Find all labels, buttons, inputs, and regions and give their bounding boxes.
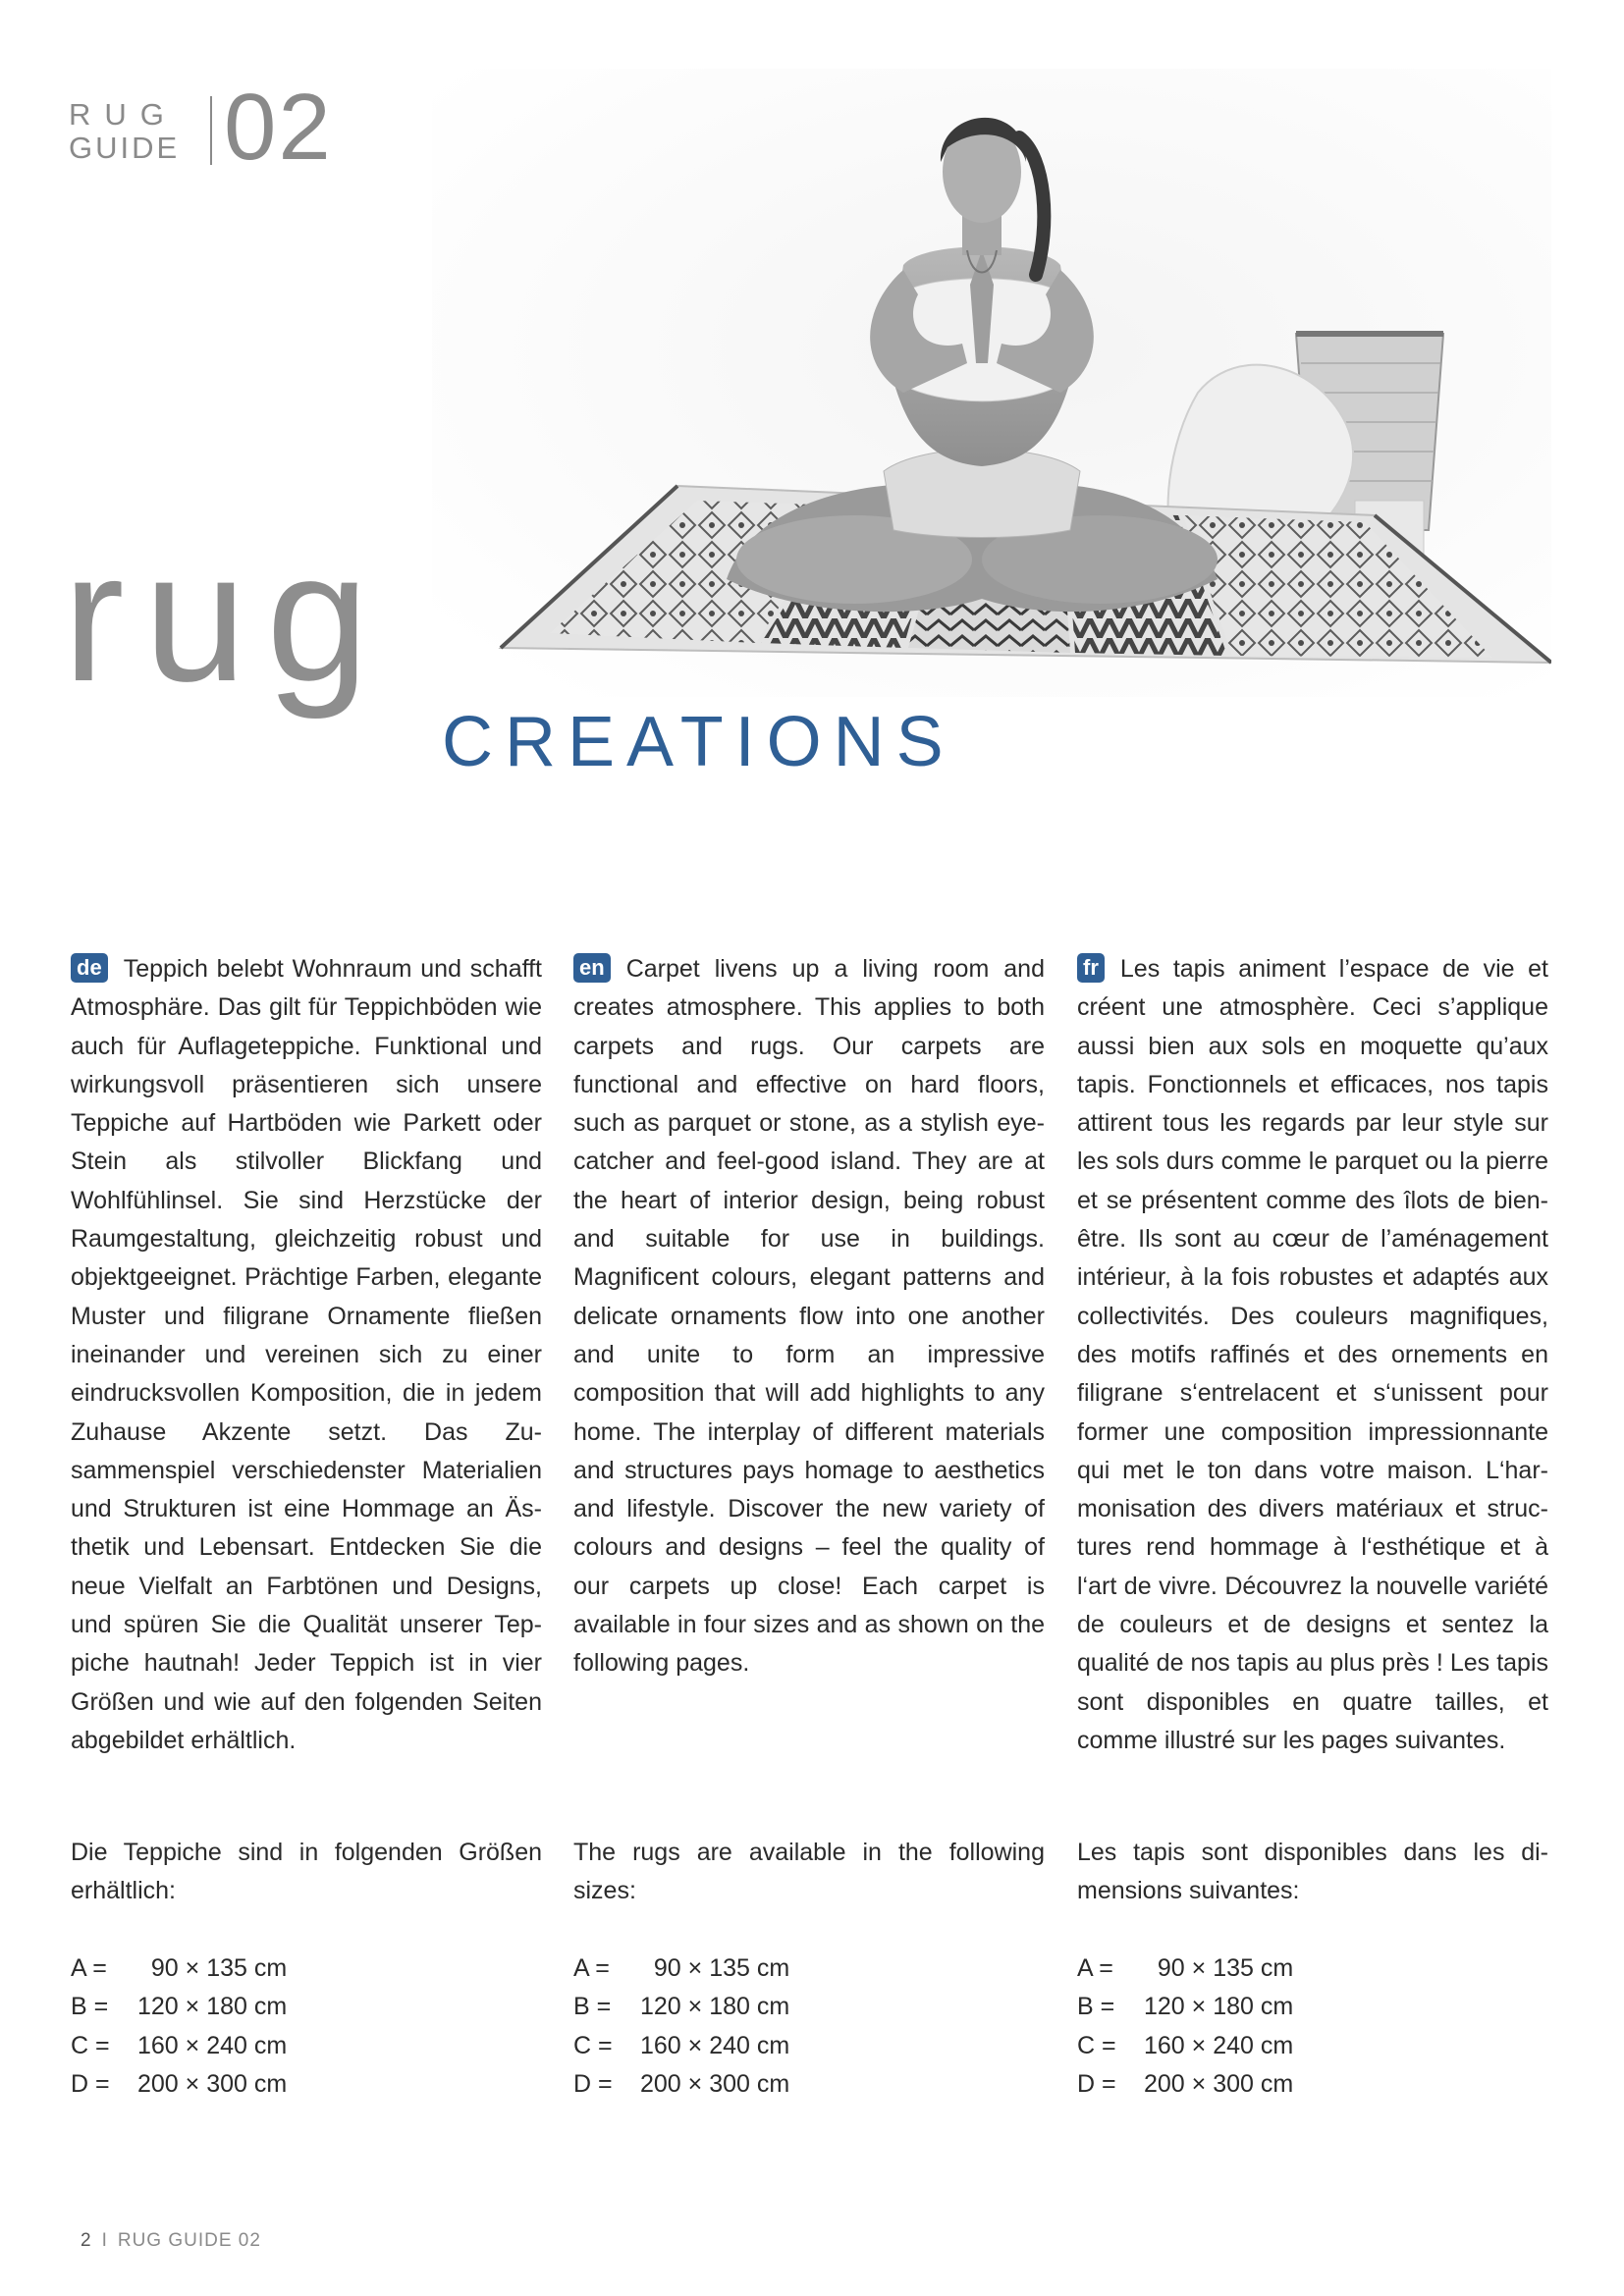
header-rug-word: RUG (69, 97, 178, 132)
size-key: C = (1077, 2031, 1116, 2059)
column-fr (1077, 950, 1548, 1760)
size-key: B = (71, 1993, 109, 2021)
size-key: A = (573, 1954, 610, 1982)
size-key: C = (573, 2031, 613, 2059)
size-value: 160 × 240 cm (137, 2031, 288, 2059)
size-key: D = (1077, 2069, 1116, 2098)
size-value: 90 × 135 cm (1144, 1954, 1294, 1982)
sizes-list-fr (1077, 1949, 1548, 2104)
footer-label: RUG GUIDE 02 (117, 2230, 261, 2251)
size-value: 90 × 135 cm (640, 1954, 790, 1982)
size-key: A = (71, 1954, 107, 1982)
size-row (1077, 2065, 1548, 2104)
header-divider (210, 96, 212, 165)
hero-photo-yoga-on-rug (432, 69, 1551, 697)
header-guide-word: GUIDE (69, 131, 181, 165)
column-de (71, 950, 542, 1760)
size-value: 200 × 300 cm (137, 2069, 288, 2098)
size-value: 120 × 180 cm (137, 1993, 288, 2021)
size-key: A = (1077, 1954, 1113, 1982)
size-row (573, 1949, 1045, 1988)
page-footer (81, 2230, 261, 2252)
size-key: D = (71, 2069, 110, 2098)
size-row (573, 2027, 1045, 2065)
sizes-list-de (71, 1949, 542, 2104)
sizes-intro-en: The rugs are available in the following sizes: (573, 1839, 1045, 1905)
size-value: 160 × 240 cm (640, 2031, 790, 2059)
column-fr-text: Les tapis animent l’espace de vie et créent une atmosphère. Ceci s’applique aussi bien aux sols en moquette qu’aux tapis. Fonctionnels et efficaces, nos tapis attirent tous les regards par leur style sur les sols durs comme le parquet ou la pierre et se présentent comme des îlots de bien-être. Ils sont au cœur de l’aménagement intérieur, à la fois robustes et adaptés aux collectivités. Des couleurs magnifiques, des motifs raffinés et des ornements en filigrane s‘entrelacent et s‘unissent pour former une composition impressionnante qui met le ton dans votre maison. L‘harmonisation des divers matériaux et structures rend hommage à l‘esthétique et à l‘art de vivre. Découvrez la nouvelle variété de couleurs et de designs et sentez la qualité de nos tapis au plus près ! Les tapis sont disponibles en quatre tailles, et comme illustré sur les pages suivantes. (1077, 955, 1548, 1754)
column-en-text: Carpet livens up a living room and creates atmosphere. This applies to both carpets and rugs. Our carpets are functional and effective on hard floors, such as parquet or stone, as a stylish eye-catcher and feel-good island. They are at the heart of interior design, being robust and suitable for use in buildings. Magnificent colours, elegant patterns and delicate ornaments flow into one another and unite to form an impressive composition that will add highlights to any home. The interplay of different materials and structures pays homage to aesthetics and lifestyle. Discover the new variety of colours and designs – feel the quality of our carpets up close! Each carpet is available in four sizes and as shown on the following pages. (573, 955, 1045, 1678)
footer-separator: I (101, 2230, 108, 2251)
sizes-intro-de: Die Teppiche sind in folgenden Größen erhältlich: (71, 1839, 542, 1905)
size-row (71, 2065, 542, 2104)
column-de-text: Teppich belebt Wohnraum und schafft Atmosphäre. Das gilt für Teppichböden wie auch für Auflageteppiche. Funktional und wirkungsvoll präsentieren sich unsere Teppiche auf Hartböden wie Parkett oder Stein als stilvoller Blickfang und Wohlfühlinsel. Sie sind Herzstücke der Raumgestaltung, gleichzeitig robust und objektgeeignet. Prächtige Farben, elegante Muster und filigrane Ornamente fließen ineinander und vereinen sich zu einer eindrucksvollen Komposition, die in jedem Zuhause Akzente setzt. Das Zusammenspiel verschiedenster Materialien und Strukturen ist eine Hommage an Ästhetik und Lebensart. Entdecken Sie die neue Vielfalt an Farbtönen und Designs, und spüren Sie die Qualität unserer Teppiche hautnah! Jeder Teppich ist in vier Größen und wie auf den folgenden Seiten abgebildet erhältlich. (71, 955, 542, 1754)
size-row (71, 1949, 542, 1988)
language-badge-fr: fr (1077, 953, 1105, 983)
size-value: 120 × 180 cm (1144, 1993, 1294, 2021)
header-issue-number: 02 (224, 75, 333, 180)
size-key: B = (573, 1993, 612, 2021)
size-key: D = (573, 2069, 613, 2098)
column-en (573, 950, 1045, 1683)
size-row (1077, 1949, 1548, 1988)
sizes-list-en (573, 1949, 1045, 2104)
size-row (573, 1988, 1045, 2026)
size-row (71, 2027, 542, 2065)
size-value: 200 × 300 cm (1144, 2069, 1294, 2098)
size-row (71, 1988, 542, 2026)
language-badge-de: de (71, 953, 108, 983)
size-row (1077, 1988, 1548, 2026)
size-key: C = (71, 2031, 110, 2059)
size-value: 160 × 240 cm (1144, 2031, 1294, 2059)
size-value: 90 × 135 cm (137, 1954, 288, 1982)
size-row (573, 2065, 1045, 2104)
sizes-intro-fr: Les tapis sont disponibles dans les dimensions suivantes: (1077, 1839, 1548, 1905)
language-badge-en: en (573, 953, 611, 983)
size-key: B = (1077, 1993, 1115, 2021)
title-creations: CREATIONS (442, 703, 955, 781)
size-value: 120 × 180 cm (640, 1993, 790, 2021)
size-value: 200 × 300 cm (640, 2069, 790, 2098)
size-row (1077, 2027, 1548, 2065)
title-rug: rug (63, 513, 389, 720)
page-number: 2 (81, 2230, 92, 2251)
